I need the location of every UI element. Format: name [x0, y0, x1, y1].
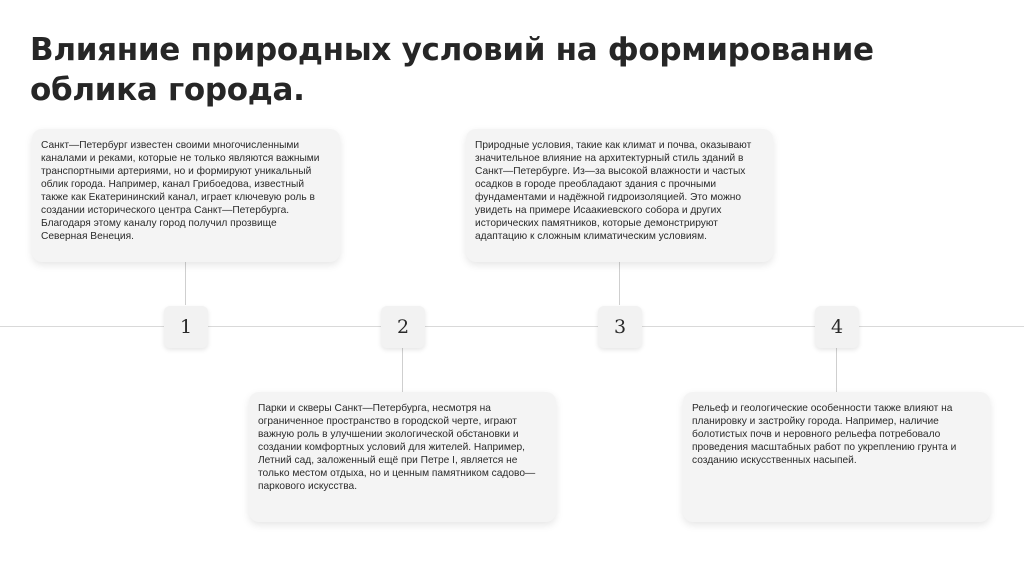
timeline-line: [0, 326, 1024, 327]
step-card-2-text: Парки и скверы Санкт—Петербурга, несмотря на ограниченное пространство в городской черте, играют важную роль в улучшении экологической обстановки и создании комфортных условий для жителей. Например, Летний сад, заложенный ещё при Петре I, является не только местом отдыха, но и ценным памятником садово— паркового искусства.: [258, 403, 536, 492]
step-card-1: [32, 129, 340, 262]
step-card-1-text: Санкт—Петербург известен своими многочисленными каналами и реками, которые не только являются важными транспортными артериями, но и формируют уникальный облик города. Например, канал Грибоедова, известный также как Екатерининский канал, играет ключевую роль в создании исторического центра Санкт—Петербурга. Благодаря этому каналу город получил прозвище Северная Венеция.: [41, 140, 320, 242]
connector-3: [619, 262, 620, 305]
slide-title: Влияние природных условий на формирование облика города.: [30, 32, 874, 108]
step-card-4-text: Рельеф и геологические особенности также влияют на планировку и застройку города. Например, наличие болотистых почв и неровного рельефа потребовало проведения масштабных работ по укреплению грунта и созданию искусственных насыпей.: [692, 403, 957, 466]
step-card-3: [466, 129, 773, 262]
step-marker-3: 3: [598, 306, 642, 348]
step-marker-1: 1: [164, 306, 208, 348]
step-card-3-text: Природные условия, такие как климат и почва, оказывают значительное влияние на архитектурный стиль зданий в Санкт—Петербурге. Из—за высокой влажности и частых осадков в городе преобладают здания с прочными фундаментами и надёжной гидроизоляцией. Это можно увидеть на примере Исаакиевского собора и других исторических памятников, которые демонстрируют адаптацию к сложным климатическим условиям.: [475, 140, 752, 242]
step-marker-4: 4: [815, 306, 859, 348]
step-card-4: [683, 392, 990, 522]
connector-2: [402, 347, 403, 392]
connector-4: [836, 347, 837, 392]
connector-1: [185, 262, 186, 305]
step-card-2: [249, 392, 556, 522]
step-marker-2: 2: [381, 306, 425, 348]
